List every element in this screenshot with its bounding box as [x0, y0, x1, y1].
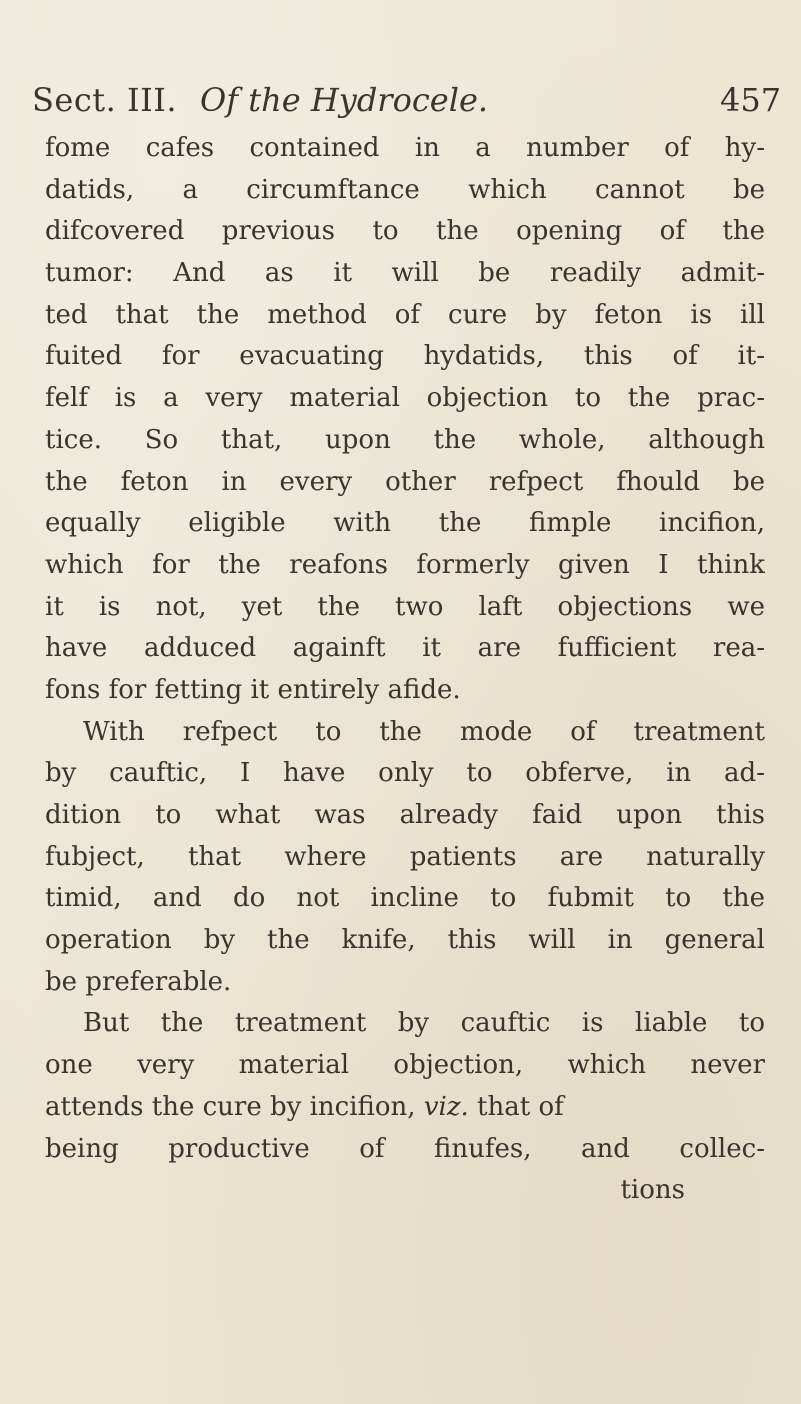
- text-line: tice. So that, upon the whole, although: [45, 424, 765, 455]
- text-line: which for the reafons formerly given I think: [45, 549, 765, 580]
- text-line: timid, and do not incline to fubmit to the: [45, 883, 765, 914]
- text-line: datids, a circumftance which cannot be: [45, 174, 765, 205]
- text-line: fuited for evacuating hydatids, this of it-: [45, 341, 765, 372]
- text-segment: that of: [468, 1091, 564, 1122]
- text-line: have adduced againft it are fufficient rea-: [45, 633, 765, 664]
- page-number: 457: [720, 81, 782, 119]
- text-line: [45, 1087, 765, 1129]
- text-line: operation by the knife, this will in general: [45, 925, 765, 956]
- text-line: fons for fetting it entirely afide.: [45, 674, 461, 705]
- text-line: fubject, that where patients are naturally: [45, 841, 765, 872]
- text-line: by cauftic, I have only to obferve, in ad-: [45, 758, 765, 789]
- text-line: being productive of finufes, and collec-: [45, 1133, 765, 1164]
- text-line: it is not, yet the two laft objections we: [45, 591, 765, 622]
- italic-segment: viz.: [423, 1091, 469, 1122]
- text-line: dition to what was already faid upon this: [45, 800, 765, 830]
- body-text: [45, 128, 765, 1212]
- text-line: equally eligible with the fimple incifion,: [45, 508, 765, 539]
- text-line: fome cafes contained in a number of hy-: [45, 133, 765, 163]
- text-line: one very material objection, which never: [45, 1050, 765, 1081]
- text-line: But the treatment by cauftic is liable to: [83, 1008, 765, 1039]
- section-label: Sect. III.: [32, 81, 178, 119]
- running-header: [30, 72, 782, 128]
- text-line: difcovered previous to the opening of the: [45, 216, 765, 247]
- text-line: be preferable.: [45, 966, 232, 997]
- text-line: ted that the method of cure by feton is ill: [45, 299, 765, 330]
- text-line: tumor: And as it will be readily admit-: [45, 258, 765, 289]
- text-line: felf is a very material objection to the prac-: [45, 383, 765, 414]
- chapter-title: Of the Hydrocele.: [200, 81, 489, 119]
- text-segment: attends the cure by incifion,: [45, 1091, 424, 1122]
- text-line: With refpect to the mode of treatment: [83, 716, 765, 747]
- catchword: tions: [620, 1175, 685, 1206]
- text-line: the feton in every other refpect fhould be: [45, 466, 765, 497]
